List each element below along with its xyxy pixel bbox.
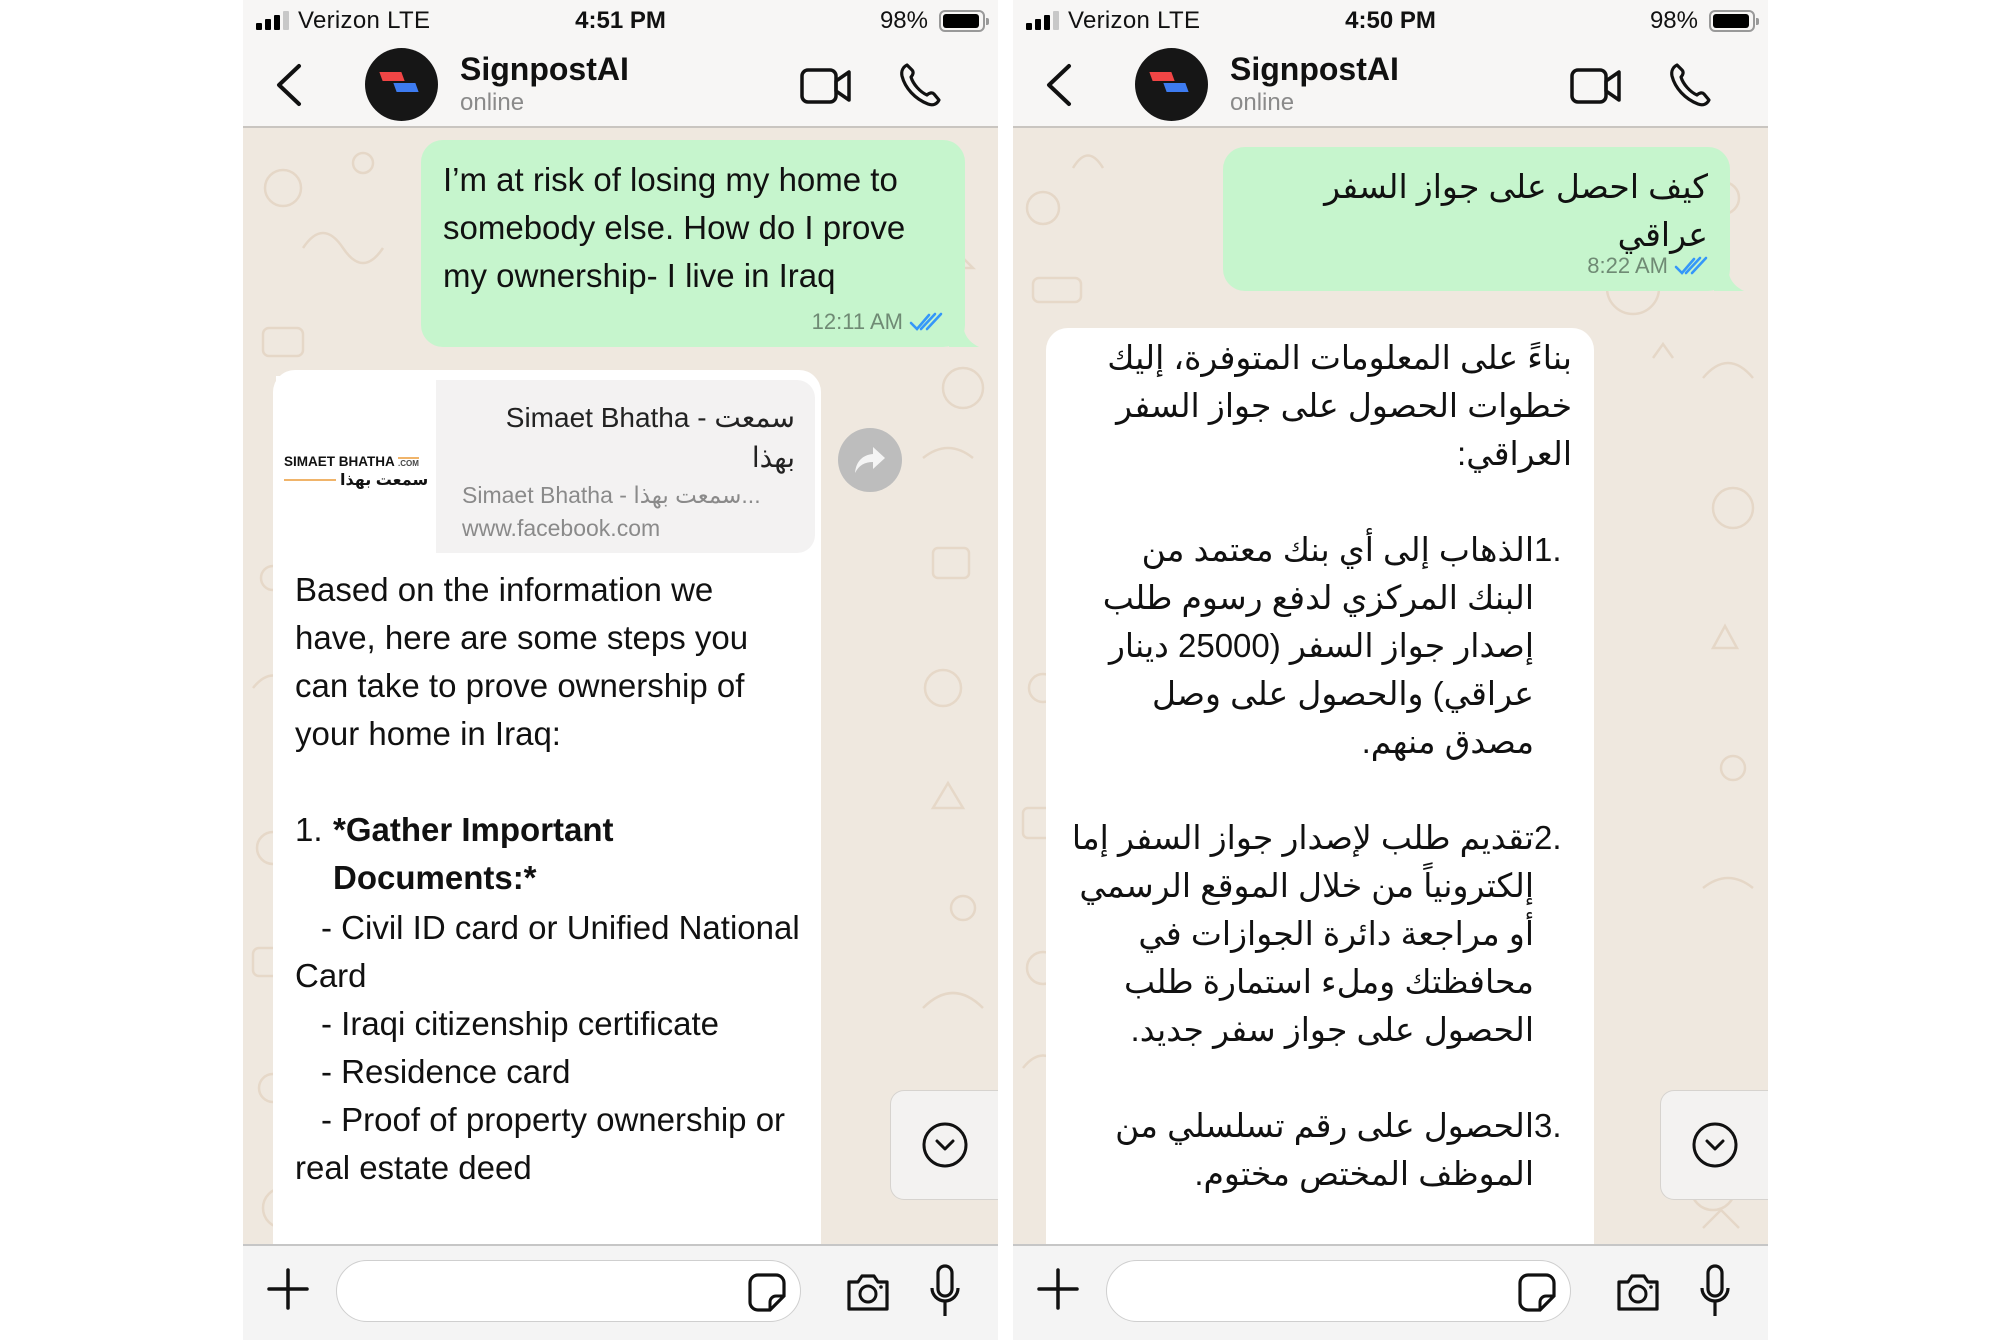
composer-bar xyxy=(243,1244,998,1340)
message-input[interactable] xyxy=(1106,1260,1571,1322)
message-time: 8:22 AM xyxy=(1587,253,1668,278)
incoming-message[interactable] xyxy=(1046,328,1594,1288)
carrier-label: Verizon LTE xyxy=(1068,7,1201,34)
contact-name[interactable]: SignpostAI xyxy=(1230,51,1399,87)
logo-blue-shape xyxy=(1163,83,1188,92)
double-check-icon xyxy=(1674,255,1708,277)
battery-icon xyxy=(1709,10,1755,32)
link-preview-thumbnail xyxy=(276,376,436,559)
phone-screen-arabic xyxy=(1013,0,1768,1340)
avatar[interactable] xyxy=(1135,48,1208,121)
sub-item: - Civil ID card or Unified National Card xyxy=(295,909,800,994)
message-text: I’m at risk of losing my home to somebody else. How do I prove my ownership- I live in Iraq xyxy=(443,161,906,294)
message-body xyxy=(1066,334,1572,1342)
message-time: 12:11 AM xyxy=(811,309,903,334)
list-item: 1. الذهاب إلى أي بنك معتمد من البنك المركزي لدفع رسوم طلب إصدار جواز السفر (25000 دينار عراقي) والحصول على وصل مصدق منهم. xyxy=(1102,531,1562,760)
incoming-message[interactable] xyxy=(273,370,821,1270)
clock: 4:51 PM xyxy=(575,7,666,34)
status-bar xyxy=(243,0,998,44)
sticker-icon xyxy=(1518,1272,1556,1312)
composer-bar xyxy=(1013,1244,1768,1340)
camera-icon xyxy=(845,1272,891,1312)
attach-button[interactable] xyxy=(267,1268,309,1310)
list-item: 3. الحصول على رقم تسلسلي من الموظف المختص مختوم. xyxy=(1115,1107,1562,1192)
phone-icon xyxy=(1668,62,1712,108)
double-check-icon xyxy=(909,311,943,333)
thumbnail-brand: SIMAET BHATHA .COM xyxy=(284,454,419,469)
forward-arrow-icon xyxy=(853,445,887,475)
voice-call-button[interactable] xyxy=(898,62,942,108)
chevron-left-icon xyxy=(269,60,309,110)
sticker-button[interactable] xyxy=(748,1272,786,1312)
message-meta xyxy=(812,309,943,335)
microphone-icon xyxy=(1699,1264,1731,1318)
list-item: 1. *Gather Important Documents:* xyxy=(295,806,801,902)
chevron-left-icon xyxy=(1039,60,1079,110)
thumbnail-brand-arabic: سمعت بهذا xyxy=(284,470,436,490)
back-button[interactable] xyxy=(1039,60,1079,110)
link-preview-body xyxy=(436,380,815,553)
video-call-button[interactable] xyxy=(800,66,852,106)
scroll-to-bottom-button[interactable] xyxy=(1660,1090,1768,1200)
voice-call-button[interactable] xyxy=(1668,62,1712,108)
microphone-button[interactable] xyxy=(929,1264,961,1318)
contact-name[interactable]: SignpostAI xyxy=(460,51,629,87)
message-input[interactable] xyxy=(336,1260,801,1322)
phone-icon xyxy=(898,62,942,108)
camera-button[interactable] xyxy=(1615,1272,1661,1312)
video-camera-icon xyxy=(800,66,852,106)
sticker-icon xyxy=(748,1272,786,1312)
camera-icon xyxy=(1615,1272,1661,1312)
microphone-icon xyxy=(929,1264,961,1318)
chat-area[interactable] xyxy=(1013,128,1768,1244)
battery-icon xyxy=(939,10,985,32)
outgoing-message[interactable] xyxy=(421,140,965,347)
microphone-button[interactable] xyxy=(1699,1264,1731,1318)
contact-status: online xyxy=(1230,89,1295,116)
chat-area[interactable] xyxy=(243,128,998,1244)
link-preview-domain: www.facebook.com xyxy=(462,515,661,541)
chevron-down-circle-icon xyxy=(1691,1121,1739,1169)
logo-blue-shape xyxy=(393,83,418,92)
scroll-to-bottom-button[interactable] xyxy=(890,1090,998,1200)
back-button[interactable] xyxy=(269,60,309,110)
sub-item: - Iraqi citizenship certificate xyxy=(321,1005,719,1042)
chevron-down-circle-icon xyxy=(921,1121,969,1169)
chat-header xyxy=(243,44,998,128)
camera-button[interactable] xyxy=(845,1272,891,1312)
avatar[interactable] xyxy=(365,48,438,121)
forward-button[interactable] xyxy=(838,428,902,492)
message-meta xyxy=(1587,253,1708,279)
status-bar xyxy=(1013,0,1768,44)
sub-item: - Residence card xyxy=(321,1053,571,1090)
intro-text: Based on the information we have, here are some steps you can take to prove ownership of your home in Iraq: xyxy=(295,571,749,752)
list-item: 2. تقديم طلب لإصدار جواز السفر إما إلكترونياً من خلال الموقع الرسمي أو مراجعة دائرة الجوازات في محافظتك وملء استمارة طلب الحصول على جواز سفر جديد. xyxy=(1071,819,1562,1048)
chat-header xyxy=(1013,44,1768,128)
battery-percent: 98% xyxy=(879,7,928,34)
video-camera-icon xyxy=(1570,66,1622,106)
sticker-button[interactable] xyxy=(1518,1272,1556,1312)
plus-icon xyxy=(267,1268,309,1310)
sub-item: - Proof of property ownership or real estate deed xyxy=(295,1101,786,1186)
attach-button[interactable] xyxy=(1037,1268,1079,1310)
carrier-label: Verizon LTE xyxy=(298,7,431,34)
list-heading: *Gather Important Documents:* xyxy=(333,811,614,896)
battery-percent: 98% xyxy=(1649,7,1698,34)
link-preview[interactable] xyxy=(276,376,821,559)
message-text: كيف احصل على جواز السفر عراقي xyxy=(1324,168,1708,253)
link-preview-description: Simaet Bhatha - سمعت بهذا... xyxy=(462,482,761,508)
intro-text: بناءً على المعلومات المتوفرة، إليك خطوات الحصول على جواز السفر العراقي: xyxy=(1107,339,1572,472)
bubble-tail xyxy=(949,321,979,347)
link-preview-title: Simaet Bhatha - سمعت بهذا xyxy=(505,402,795,473)
clock: 4:50 PM xyxy=(1345,7,1436,34)
phone-screen-english xyxy=(243,0,998,1340)
bubble-tail xyxy=(1714,265,1744,291)
contact-status: online xyxy=(460,89,525,116)
video-call-button[interactable] xyxy=(1570,66,1622,106)
message-body xyxy=(295,566,801,1192)
outgoing-message[interactable] xyxy=(1223,147,1730,291)
plus-icon xyxy=(1037,1268,1079,1310)
logo-red-shape xyxy=(1149,72,1174,81)
logo-red-shape xyxy=(379,72,404,81)
